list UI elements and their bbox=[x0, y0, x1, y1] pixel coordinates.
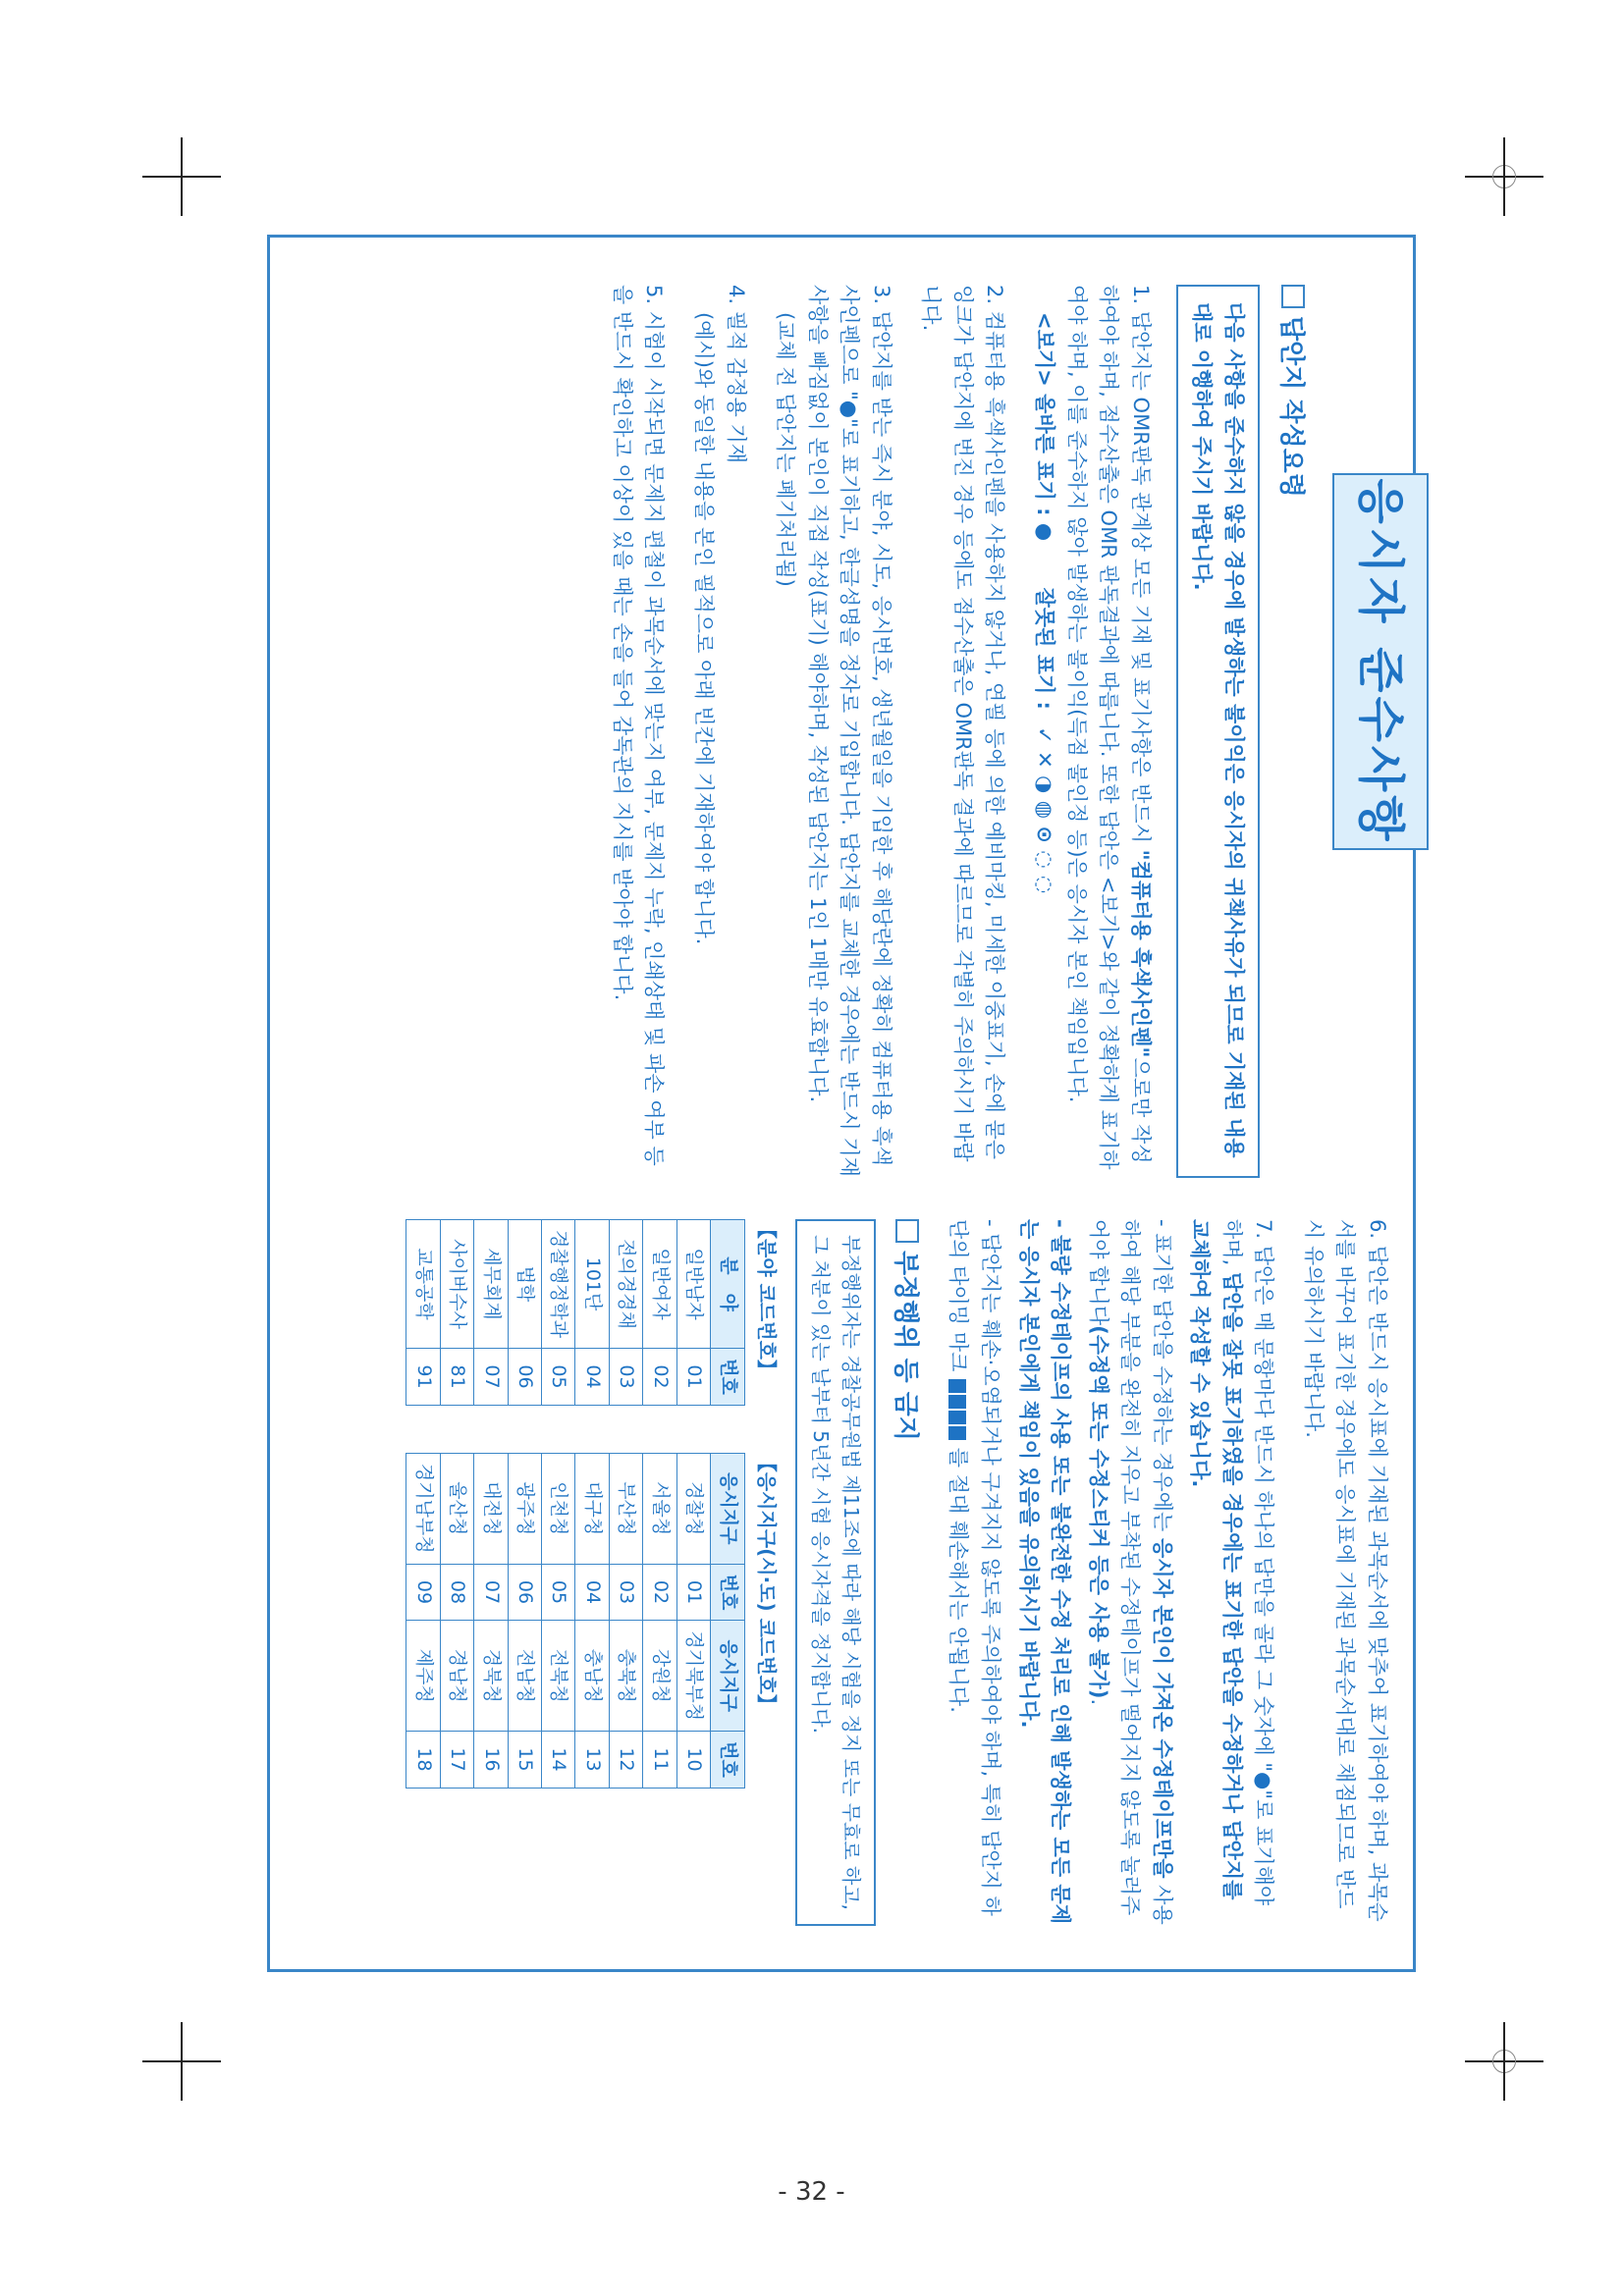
table-header-cell: 번호 bbox=[711, 1564, 744, 1621]
table-cell: 08 bbox=[440, 1564, 473, 1621]
table-cell: 06 bbox=[508, 1564, 541, 1621]
table-row bbox=[440, 1220, 473, 1406]
region-code-table bbox=[406, 1453, 744, 1789]
table-cell: 81 bbox=[440, 1349, 473, 1406]
wrong-mark-icons: ✓ ✕ ◑ ◍ ⊙ ◌ ◌ bbox=[1032, 726, 1056, 894]
table-cell: 02 bbox=[643, 1349, 676, 1406]
table-cell: 사이버수사 bbox=[440, 1220, 473, 1349]
list-item-1 bbox=[1028, 285, 1156, 1178]
dash-text: . bbox=[1086, 1698, 1110, 1706]
marking-example bbox=[1028, 285, 1060, 1178]
correct-mark-label: <보기> 올바른 표기 : ● bbox=[1032, 312, 1056, 542]
item-text-bold: 답안을 잘못 표기하였을 경우에는 표기한 답안을 수정하거나 답안지를 교체하여 작성할 수 있습니다. bbox=[1188, 1219, 1244, 1900]
checkbox-square-icon bbox=[1281, 285, 1305, 308]
table-cell: 101단 bbox=[575, 1220, 609, 1349]
list-item-5 bbox=[606, 285, 670, 1178]
table-cell: 06 bbox=[508, 1349, 541, 1406]
item-number: 1. bbox=[1128, 285, 1153, 305]
table-cell: 인천청 bbox=[541, 1453, 574, 1564]
item-text: 필적 감정용 기재 bbox=[724, 310, 748, 464]
field-code-table bbox=[406, 1219, 744, 1406]
table-cell: 경찰행정학과 bbox=[541, 1220, 574, 1349]
table-cell: 11 bbox=[643, 1732, 676, 1789]
item-text: 답안지는 OMR판독 관계상 모든 기재 및 표기사항은 반드시 bbox=[1128, 310, 1153, 850]
table-cell: 광주청 bbox=[508, 1453, 541, 1564]
list-item-2 bbox=[915, 285, 1011, 1178]
table-cell: 전남청 bbox=[508, 1621, 541, 1732]
table-row bbox=[676, 1453, 710, 1788]
table-cell: 일반여자 bbox=[643, 1220, 676, 1349]
table-cell: 16 bbox=[474, 1732, 508, 1789]
table-cell: 09 bbox=[406, 1564, 440, 1621]
crop-mark-top-right bbox=[1465, 137, 1543, 216]
table-row bbox=[575, 1220, 609, 1406]
section-heading-text: 부정행위 등 금지 bbox=[890, 1251, 920, 1441]
item-text: 컴퓨터용 흑색사인펜을 사용하지 않거나, 연필 등에 의한 예비마킹, 미세한 이중표기, 손에 묻은 잉크가 답안지에 번진 경우 등에도 점수산출은 OMR판독 결과에 따르므로 각별히 주의하시기 바랍니다. bbox=[919, 285, 1007, 1162]
table-cell: 대구청 bbox=[575, 1453, 609, 1564]
item-number: 2. bbox=[983, 285, 1007, 305]
table-cell: 전북청 bbox=[541, 1621, 574, 1732]
table-cell: 충남청 bbox=[575, 1621, 609, 1732]
table-row bbox=[643, 1220, 676, 1406]
table-row bbox=[609, 1453, 642, 1788]
item-text-bold: "컴퓨터용 흑색사인펜" bbox=[1128, 849, 1153, 1058]
table-cell: 경기남부청 bbox=[406, 1453, 440, 1564]
crop-mark-bottom-right bbox=[1465, 2022, 1543, 2101]
dash-text: 표기한 답안을 수정하는 경우에는 bbox=[1150, 1233, 1174, 1538]
table-header-cell: 응시지구 bbox=[711, 1453, 744, 1564]
table-cell: 05 bbox=[541, 1349, 574, 1406]
table-cell: 03 bbox=[609, 1349, 642, 1406]
table-cell: 전의경경채 bbox=[609, 1220, 642, 1349]
item-subtext: (교체 전 답안지는 폐기처리됨) bbox=[774, 312, 798, 587]
table-cell: 07 bbox=[474, 1349, 508, 1406]
table-cell: 교통공학 bbox=[406, 1220, 440, 1349]
item-text: 으로만 작성하여야 하며, 점수산출은 OMR 판독결과에 따릅니다. 또한 답안은 <보기>와 같이 정확하게 표기하여야 하며, 이를 준수하지 않아 발생하는 불이익(득점 불인정 등)은 응시자 본인 책임입니다. bbox=[1064, 285, 1153, 1170]
dash-text: 를 절대 훼손해서는 안됩니다. bbox=[947, 1447, 971, 1713]
list-item-4 bbox=[688, 285, 752, 1178]
table-cell: 04 bbox=[575, 1564, 609, 1621]
table-caption: 【분야 코드번호】 bbox=[754, 1219, 779, 1379]
dash-text: 답안지는 훼손·오염되거나 구겨지지 않도록 주의하여야 하며, 특히 답안지 하단의 타이밍 마크 bbox=[947, 1219, 1002, 1916]
table-cell: 경북청 bbox=[474, 1621, 508, 1732]
table-cell: 대전청 bbox=[474, 1453, 508, 1564]
notice-box: 다음 사항을 준수하지 않을 경우에 발생하는 불이익은 응시자의 귀책사유가 되므로 기재된 내용대로 이행하여 주시기 바랍니다. bbox=[1176, 285, 1260, 1178]
item-number: 4. bbox=[724, 285, 748, 305]
table-cell: 부산청 bbox=[609, 1453, 642, 1564]
crop-mark-bottom-left bbox=[142, 2022, 221, 2101]
item-text: 답안은 반드시 응시표에 기재된 과목순서에 맞추어 표기하여야 하며, 과목순서를 바꾸어 표기한 경우에도 응시표에 기재된 과목순서대로 채점되므로 반드시 유의하시기 바랍니다. bbox=[1301, 1219, 1389, 1922]
wrong-mark-label: 잘못된 표기 : bbox=[1032, 587, 1056, 710]
page-number: - 32 - bbox=[778, 2177, 845, 2207]
table-cell: 01 bbox=[676, 1564, 710, 1621]
item-number: 7. bbox=[1252, 1219, 1276, 1240]
field-code-table-wrap bbox=[406, 1219, 781, 1406]
misconduct-box: 부정행위자는 경찰공무원법 제11조에 따라 해당 시험을 정지 또는 무효로 하고, 그 처분이 있는 날부터 5년간 시험 응시자격을 정지합니다. bbox=[795, 1219, 876, 1926]
dash-text-bold: 응시자 본인이 가져온 수정테이프만을 bbox=[1150, 1537, 1174, 1879]
table-cell: 18 bbox=[406, 1732, 440, 1789]
table-row bbox=[541, 1453, 574, 1788]
table-cell: 02 bbox=[643, 1564, 676, 1621]
table-row bbox=[474, 1220, 508, 1406]
section-heading-text: 답안지 작성요령 bbox=[1276, 316, 1306, 498]
table-cell: 17 bbox=[440, 1732, 473, 1789]
crop-mark-top-left bbox=[142, 137, 221, 216]
table-cell: 일반남자 bbox=[676, 1220, 710, 1349]
table-row bbox=[676, 1220, 710, 1406]
checkbox-square-icon bbox=[895, 1219, 919, 1243]
left-column bbox=[290, 285, 1311, 1178]
table-cell: 경찰청 bbox=[676, 1453, 710, 1564]
table-cell: 91 bbox=[406, 1349, 440, 1406]
table-cell: 10 bbox=[676, 1732, 710, 1789]
region-code-table-wrap bbox=[406, 1453, 781, 1789]
dash-item-1: - 표기한 답안을 수정하는 경우에는 응시자 본인이 가져온 수정테이프만을 사용하여 해당 부분을 완전히 지우고 부착된 수정테이프가 떨어지지 않도록 눌러주어야 합니다(수정액 또는 수정스티커 등은 사용 불가). bbox=[1086, 1219, 1174, 1925]
table-row bbox=[406, 1453, 440, 1788]
dash-text-bold: (수정액 또는 수정스티커 등은 사용 불가) bbox=[1086, 1325, 1110, 1699]
item-number: 6. bbox=[1366, 1219, 1389, 1240]
item-text: 시험이 시작되면 문제지 편철이 과목순서에 맞는지 여부, 문제지 누락, 인쇄상태 및 파손 여부 등을 반드시 확인하고 이상이 있을 때는 손을 들어 감독관의 지시를 받아야 합니다. bbox=[610, 285, 667, 1166]
table-cell: 01 bbox=[676, 1349, 710, 1406]
dash-text: 사용하여 해당 부분을 완전히 지우고 부착된 수정테이프가 떨어지지 않도록 눌러주어야 합니다 bbox=[1086, 1219, 1174, 1925]
table-header-cell: 분 야 bbox=[711, 1220, 744, 1349]
table-row bbox=[508, 1453, 541, 1788]
table-row bbox=[440, 1453, 473, 1788]
dash-item-2: - 불량 수정테이프의 사용 또는 불완전한 수정 처리로 인해 발생하는 모든 문제는 응시자 본인에게 책임이 있음을 유의하시기 바랍니다. bbox=[1016, 1219, 1073, 1925]
table-cell: 13 bbox=[575, 1732, 609, 1789]
table-cell: 14 bbox=[541, 1732, 574, 1789]
table-row bbox=[406, 1220, 440, 1406]
item-subtext: (예시)와 동일한 내용을 본인 필적으로 아래 빈칸에 기재하여야 합니다. bbox=[692, 312, 717, 945]
table-caption: 【응시지구(시·도) 코드번호】 bbox=[754, 1452, 779, 1714]
dash-text-bold: 불량 수정테이프의 사용 또는 불완전한 수정 처리로 인해 발생하는 모든 문제는 응시자 본인에게 책임이 있음을 유의하시기 바랍니다. bbox=[1016, 1219, 1073, 1925]
section-heading-misconduct bbox=[886, 1219, 925, 1926]
table-row bbox=[474, 1453, 508, 1788]
table-cell: 03 bbox=[609, 1564, 642, 1621]
table-row bbox=[508, 1220, 541, 1406]
table-cell: 울산청 bbox=[440, 1453, 473, 1564]
table-cell: 12 bbox=[609, 1732, 642, 1789]
page-title: 응시자 준수사항 bbox=[1332, 473, 1429, 850]
table-header-cell: 응시지구 bbox=[711, 1621, 744, 1732]
table-cell: 경기북부청 bbox=[676, 1621, 710, 1732]
code-tables bbox=[406, 1219, 781, 1926]
timing-mark-icon bbox=[947, 1378, 970, 1441]
table-cell: 15 bbox=[508, 1732, 541, 1789]
item-text: 답안은 매 문항마다 반드시 하나의 답만을 골라 그 숫자에 "●"로 표기해야 하며, bbox=[1219, 1219, 1276, 1906]
table-row bbox=[643, 1453, 676, 1788]
list-item-6 bbox=[1297, 1219, 1393, 1926]
item-number: 5. bbox=[642, 285, 667, 305]
section-heading-answer-sheet bbox=[1271, 285, 1311, 1178]
table-cell: 강원청 bbox=[643, 1621, 676, 1732]
list-item-3 bbox=[770, 285, 897, 1178]
table-header-cell: 번호 bbox=[711, 1732, 744, 1789]
table-cell: 경남청 bbox=[440, 1621, 473, 1732]
notice-frame bbox=[267, 235, 1416, 1972]
table-cell: 세무회계 bbox=[474, 1220, 508, 1349]
dash-item-3: - 답안지는 훼손·오염되거나 구겨지지 않도록 주의하여야 하며, 특히 답안지 하단의 타이밍 마크 를 절대 훼손해서는 안됩니다. bbox=[947, 1219, 1002, 1916]
table-cell: 제주청 bbox=[406, 1621, 440, 1732]
rotated-content bbox=[270, 238, 1413, 1969]
table-cell: 04 bbox=[575, 1349, 609, 1406]
table-cell: 07 bbox=[474, 1564, 508, 1621]
table-header-cell: 번호 bbox=[711, 1349, 744, 1406]
item-text: 답안지를 받는 즉시 분야, 시도, 응시번호, 생년월일을 기입한 후 해당란에 정확히 컴퓨터용 흑색사인펜으로 "●"로 표기하고, 한글성명을 정자로 기입합니다. 답안지를 교체한 경우에는 반드시 기재사항을 빠짐없이 본인이 직접 작성(표기) 해야하며, 작성된 답안지는 1인 1매만 유효합니다. bbox=[805, 285, 893, 1177]
table-cell: 05 bbox=[541, 1564, 574, 1621]
table-row bbox=[541, 1220, 574, 1406]
table-cell: 충북청 bbox=[609, 1621, 642, 1732]
list-item-7 bbox=[1184, 1219, 1280, 1926]
table-cell: 법학 bbox=[508, 1220, 541, 1349]
table-row bbox=[609, 1220, 642, 1406]
table-row bbox=[575, 1453, 609, 1788]
right-column bbox=[290, 1219, 1393, 1926]
table-cell: 서울청 bbox=[643, 1453, 676, 1564]
item-number: 3. bbox=[869, 285, 893, 305]
